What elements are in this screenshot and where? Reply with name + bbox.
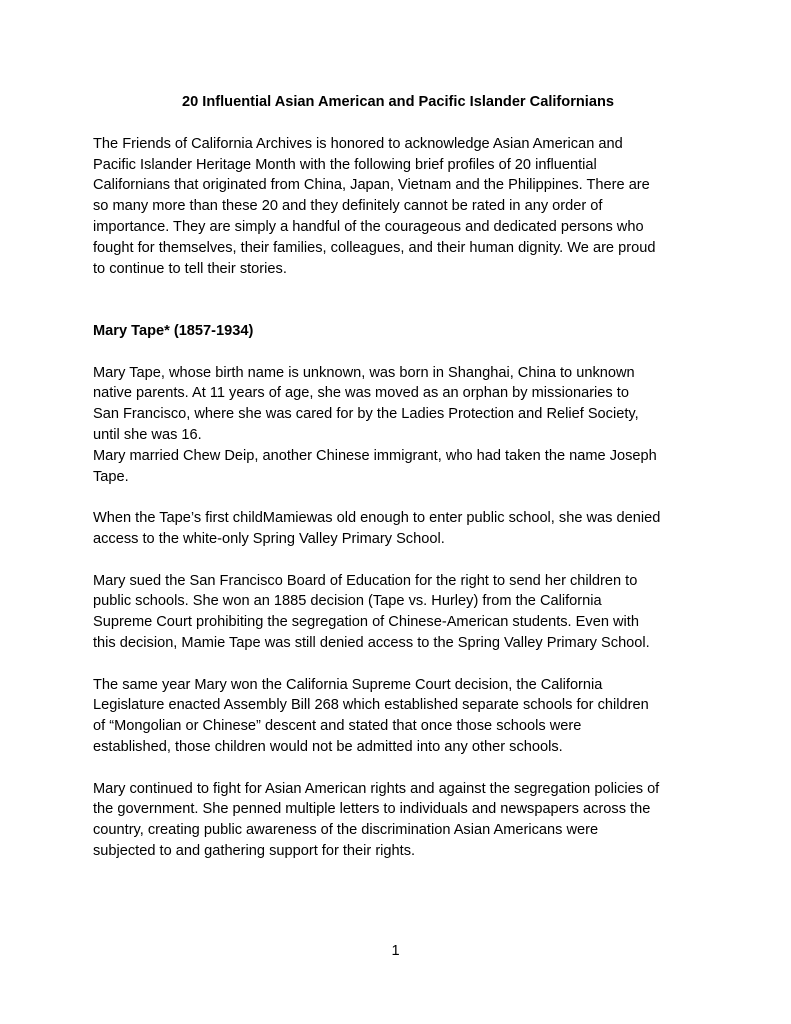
paragraph-line: public schools. She won an 1885 decision (Tape vs. Hurley) from the California [93, 593, 602, 610]
paragraph-line: Mary Tape, whose birth name is unknown, was born in Shanghai, China to unknown [93, 364, 635, 381]
paragraph-line: Mary continued to fight for Asian American rights and against the segregation policies of [93, 780, 660, 797]
intro-line: fought for themselves, their families, colleagues, and their human dignity. We are proud [93, 239, 656, 256]
paragraph-line: until she was 16. [93, 426, 202, 443]
paragraph-line: native parents. At 11 years of age, she was moved as an orphan by missionaries to [93, 385, 629, 402]
paragraph-line: the government. She penned multiple letters to individuals and newspapers across the [93, 801, 651, 818]
paragraph-continued-fight [93, 779, 703, 862]
paragraph-line: When the Tape’s first childMamiewas old enough to enter public school, she was denied [93, 510, 661, 527]
paragraph-line: The same year Mary won the California Supreme Court decision, the California [93, 676, 603, 693]
paragraph-marriage [93, 446, 703, 488]
paragraph-line: of “Mongolian or Chinese” descent and stated that once those schools were [93, 718, 582, 735]
intro-line: The Friends of California Archives is honored to acknowledge Asian American and [93, 135, 623, 152]
page-number: 1 [391, 943, 400, 959]
paragraph-school-denied [93, 508, 703, 550]
section-heading: Mary Tape* (1857-1934) [93, 322, 254, 339]
paragraph-line: established, those children would not be admitted into any other schools. [93, 738, 563, 755]
paragraph-line: Mary married Chew Deip, another Chinese immigrant, who had taken the name Joseph [93, 447, 657, 464]
document-title: 20 Influential Asian American and Pacific Islander Californians [182, 94, 614, 110]
paragraph-assembly-bill [93, 675, 703, 758]
paragraph-line: Supreme Court prohibiting the segregation of Chinese-American students. Even with [93, 614, 639, 631]
intro-paragraph [93, 134, 703, 280]
paragraph-line: Mary sued the San Francisco Board of Education for the right to send her children to [93, 572, 638, 589]
intro-line: Californians that originated from China, Japan, Vietnam and the Philippines. There are [93, 177, 650, 194]
paragraph-line: country, creating public awareness of the discrimination Asian Americans were [93, 822, 599, 839]
intro-line: so many more than these 20 and they definitely cannot be rated in any order of [93, 198, 603, 215]
paragraph-line: subjected to and gathering support for their rights. [93, 842, 416, 859]
intro-line: to continue to tell their stories. [93, 260, 287, 277]
paragraph-line: Legislature enacted Assembly Bill 268 which established separate schools for children [93, 697, 649, 714]
intro-line: Pacific Islander Heritage Month with the following brief profiles of 20 influential [93, 156, 597, 173]
paragraph-line: access to the white-only Spring Valley Primary School. [93, 530, 445, 547]
paragraph-line: Tape. [93, 468, 129, 485]
document-page [93, 92, 703, 862]
paragraph-birth [93, 363, 703, 446]
intro-line: importance. They are simply a handful of the courageous and dedicated persons who [93, 218, 644, 235]
paragraph-line: this decision, Mamie Tape was still denied access to the Spring Valley Primary School. [93, 634, 650, 651]
paragraph-line: San Francisco, where she was cared for by the Ladies Protection and Relief Society, [93, 406, 639, 423]
paragraph-lawsuit [93, 571, 703, 654]
